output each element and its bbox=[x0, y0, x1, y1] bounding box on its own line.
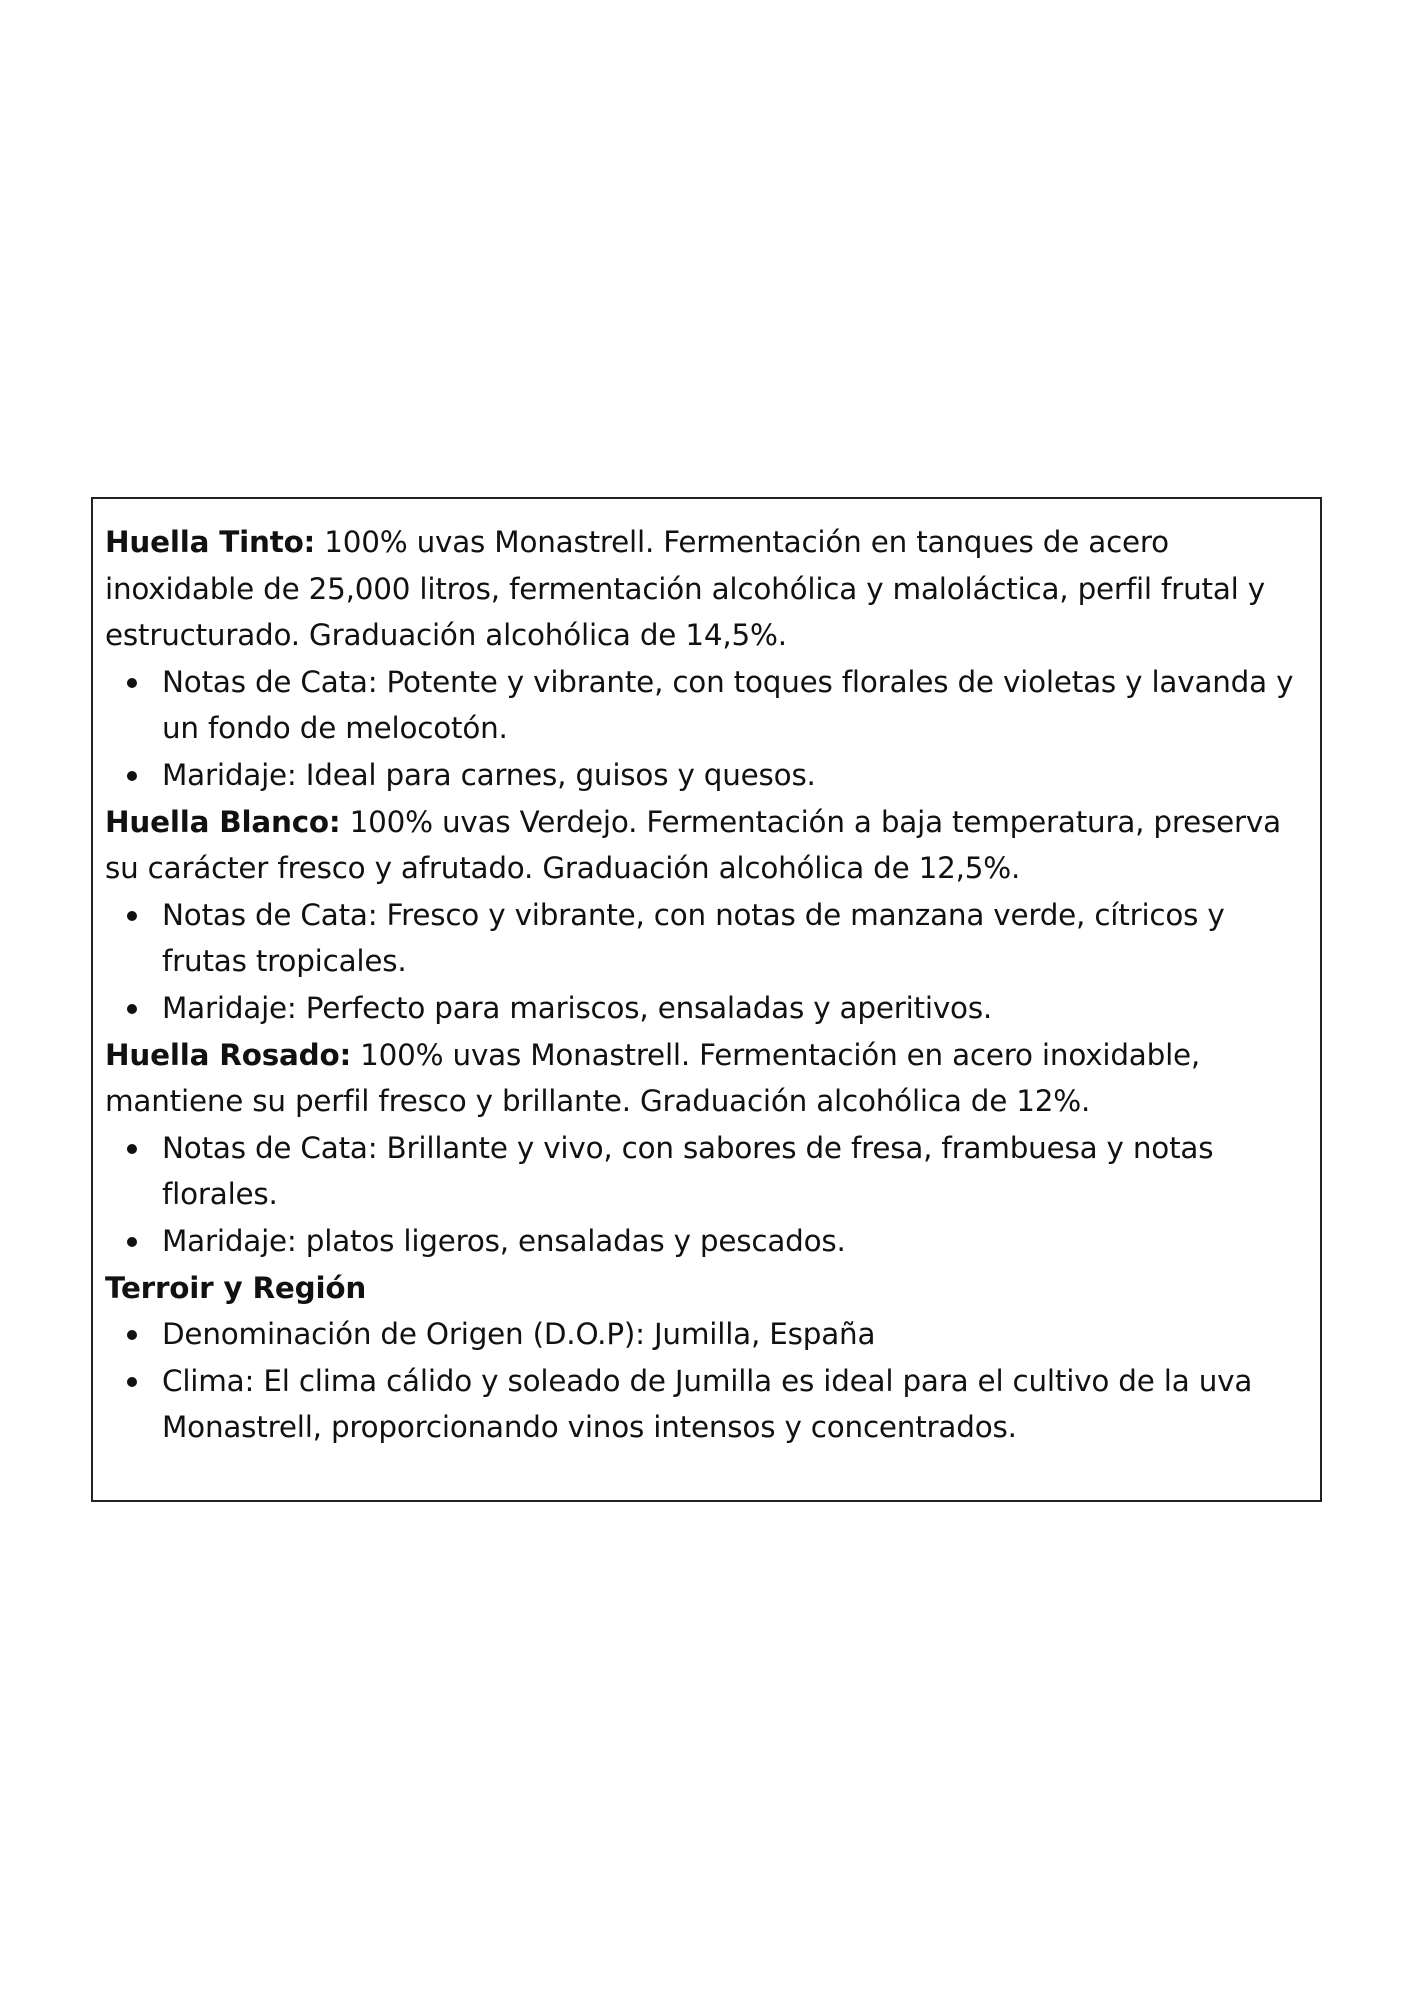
tasting-notes: Notas de Cata: Brillante y vivo, con sabores de fresa, frambuesa y notas florales. bbox=[162, 1130, 1214, 1212]
list-item bbox=[105, 985, 1308, 1032]
wine-name: Huella Rosado: bbox=[105, 1037, 352, 1072]
wine-rosado-bullets bbox=[105, 1125, 1308, 1265]
tasting-notes: Notas de Cata: Potente y vibrante, con toques florales de violetas y lavanda y un fondo de melocotón. bbox=[162, 664, 1294, 746]
wine-name: Huella Tinto: bbox=[105, 525, 316, 559]
list-item bbox=[105, 892, 1308, 985]
list-item bbox=[105, 1218, 1308, 1265]
list-item bbox=[105, 1125, 1308, 1218]
terroir-bullets bbox=[105, 1311, 1308, 1451]
wine-blanco-paragraph bbox=[105, 799, 1308, 892]
wine-tinto-paragraph bbox=[105, 519, 1308, 659]
climate: Clima: El clima cálido y soleado de Jumilla es ideal para el cultivo de la uva Monastrell, proporcionando vinos intensos y concentrados. bbox=[162, 1363, 1253, 1445]
bullet-icon bbox=[127, 1004, 137, 1014]
bullet-icon bbox=[127, 1144, 137, 1154]
wine-description: 100% uvas Monastrell. Fermentación en tanques de acero inoxidable de 25,000 litros, fermentación alcohólica y maloláctica, perfil frutal y estructurado. Graduación alcohólica de 14,5%. bbox=[105, 525, 1265, 653]
list-item bbox=[105, 752, 1308, 799]
bullet-icon bbox=[127, 678, 137, 688]
bullet-icon bbox=[127, 771, 137, 781]
wine-name: Huella Blanco: bbox=[105, 804, 341, 839]
wine-tinto-bullets bbox=[105, 659, 1308, 799]
wine-blanco-bullets bbox=[105, 892, 1308, 1032]
tasting-notes: Notas de Cata: Fresco y vibrante, con notas de manzana verde, cítricos y frutas tropicales. bbox=[162, 897, 1225, 979]
list-item bbox=[105, 1358, 1308, 1451]
origin-denomination: Denominación de Origen (D.O.P): Jumilla, España bbox=[162, 1317, 876, 1352]
wine-rosado-paragraph bbox=[105, 1032, 1308, 1125]
bullet-icon bbox=[127, 1237, 137, 1247]
wine-info-box bbox=[91, 497, 1322, 1502]
pairing: Maridaje: Ideal para carnes, guisos y quesos. bbox=[162, 757, 816, 792]
bullet-icon bbox=[127, 1330, 137, 1340]
bullet-icon bbox=[127, 911, 137, 921]
pairing: Maridaje: Perfecto para mariscos, ensaladas y aperitivos. bbox=[162, 990, 993, 1025]
wine-description: 100% uvas Verdejo. Fermentación a baja temperatura, preserva su carácter fresco y afrutado. Graduación alcohólica de 12,5%. bbox=[105, 804, 1281, 886]
wine-description: 100% uvas Monastrell. Fermentación en acero inoxidable, mantiene su perfil fresco y brillante. Graduación alcohólica de 12%. bbox=[105, 1037, 1201, 1119]
bullet-icon bbox=[127, 1377, 137, 1387]
list-item bbox=[105, 1311, 1308, 1358]
terroir-heading: Terroir y Región bbox=[105, 1270, 367, 1305]
pairing: Maridaje: platos ligeros, ensaladas y pescados. bbox=[162, 1223, 846, 1258]
list-item bbox=[105, 659, 1308, 752]
